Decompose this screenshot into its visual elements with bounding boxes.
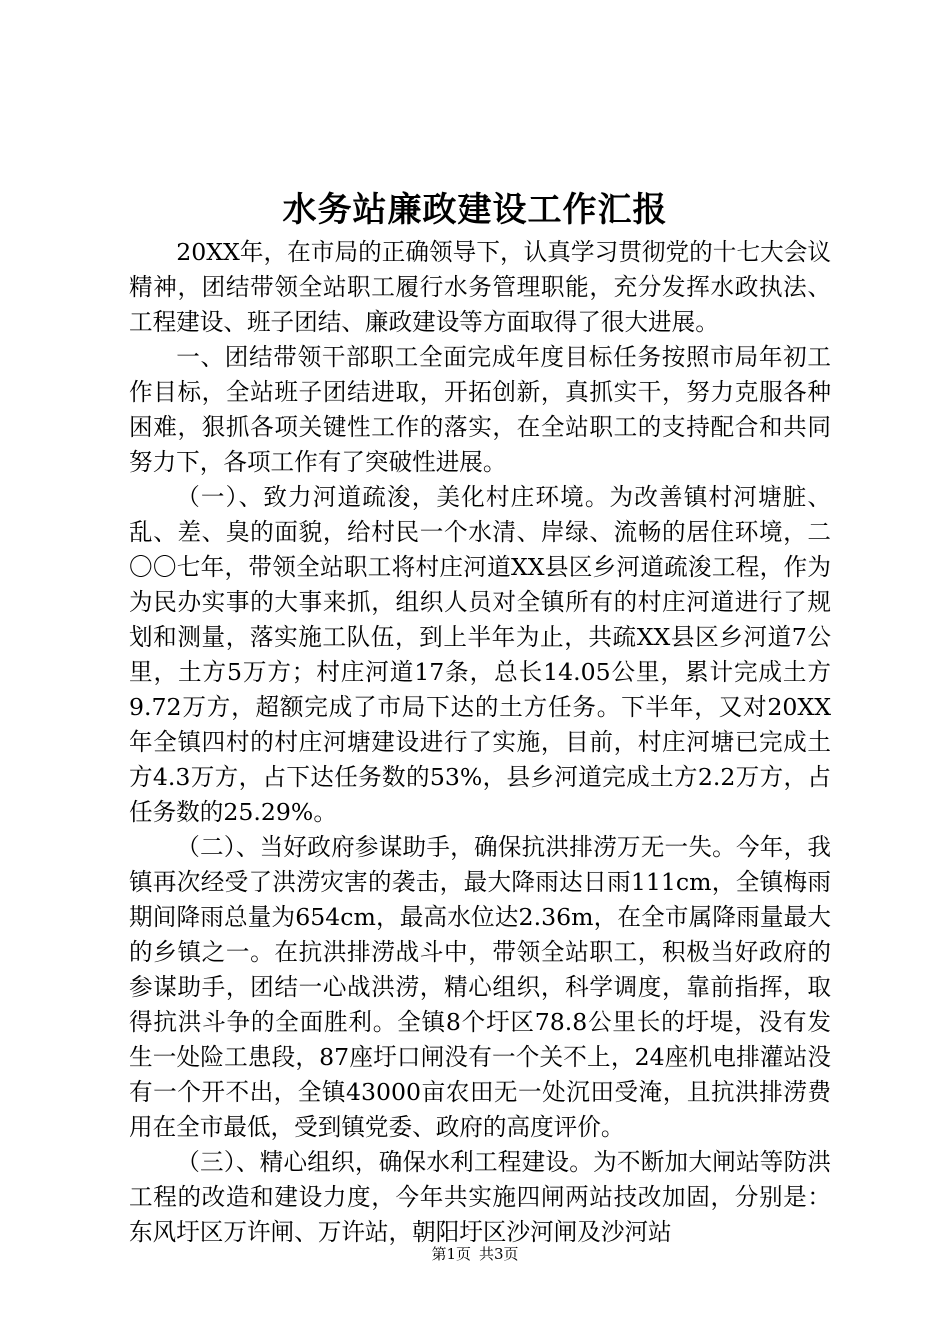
paragraph-section-1-1: （一）、致力河道疏浚，美化村庄环境。为改善镇村河塘脏、乱、差、臭的面貌，给村民一个水清、岸绿、流畅的居住环境，二〇〇七年，带领全站职工将村庄河道XX县区乡河道疏浚工程，作为为民办实事的大事来抓，组织人员对全镇所有的村庄河道进行了规划和测量，落实施工队伍，到上半年为止，共疏XX县区乡河道7公里，土方5万方；村庄河道17条，总长14.05公里，累计完成土方9.72万方，超额完成了市局下达的土方任务。下半年，又对20XX年全镇四村的村庄河塘建设进行了实施，目前，村庄河塘已完成土方4.3万方，占下达任务数的53%，县乡河道完成土方2.2万方，占任务数的25.29%。 bbox=[129, 483, 831, 826]
paragraph-section-1-2: （二）、当好政府参谋助手，确保抗洪排涝万无一失。今年，我镇再次经受了洪涝灾害的袭击，最大降雨达日雨111cm，全镇梅雨期间降雨总量为654cm，最高水位达2.36m，在全市属降雨量最大的乡镇之一。在抗洪排涝战斗中，带领全站职工，积极当好政府的参谋助手，团结一心战洪涝，精心组织，科学调度，靠前指挥，取得抗洪斗争的全面胜利。全镇8个圩区78.8公里长的圩堤，没有发生一处险工患段，87座圩口闸没有一个关不上，24座机电排灌站没有一个开不出，全镇43000亩农田无一处沉田受淹，且抗洪排涝费用在全市最低，受到镇党委、政府的高度评价。 bbox=[129, 833, 831, 1141]
page-total: 共3页 bbox=[479, 1245, 519, 1263]
document-body bbox=[129, 235, 831, 1250]
paragraph-section-1-3: （三）、精心组织，确保水利工程建设。为不断加大闸站等防洪工程的改造和建设力度，今年共实施四闸两站技改加固，分别是：东风圩区万许闸、万许站，朝阳圩区沙河闸及沙河站 bbox=[129, 1148, 831, 1246]
paragraph-intro: 20XX年，在市局的正确领导下，认真学习贯彻党的十七大会议精神，团结带领全站职工履行水务管理职能，充分发挥水政执法、工程建设、班子团结、廉政建设等方面取得了很大进展。 bbox=[129, 238, 831, 336]
paragraph-section-1: 一、团结带领干部职工全面完成年度目标任务按照市局年初工作目标，全站班子团结进取，开拓创新，真抓实干，努力克服各种困难，狠抓各项关键性工作的落实，在全站职工的支持配合和共同努力下，各项工作有了突破性进展。 bbox=[129, 343, 831, 476]
page-footer bbox=[0, 1244, 950, 1264]
document-title: 水务站廉政建设工作汇报 bbox=[282, 190, 668, 230]
page-number: 第1页 bbox=[431, 1245, 471, 1263]
